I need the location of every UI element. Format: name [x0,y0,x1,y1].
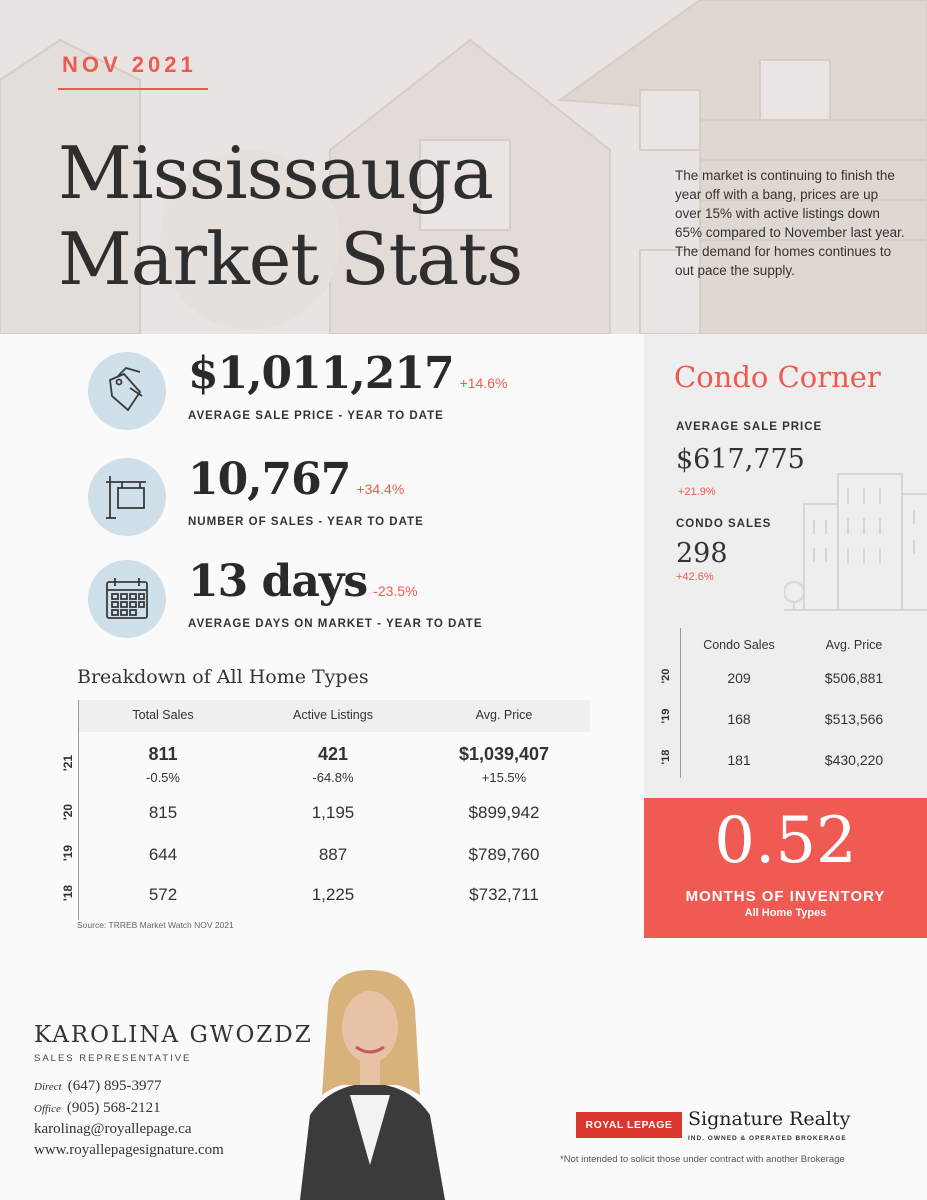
breakdown-table-header [78,700,590,732]
condo-column-header: Avg. Price [825,638,883,652]
column-header: Active Listings [293,708,373,722]
month-underline [58,88,208,90]
condo-avg-price-change: +21.9% [678,486,716,498]
total-sales-cell: 811 [148,744,178,764]
brokerage-tagline: IND. OWNED & OPERATED BROKERAGE [688,1135,847,1142]
inventory-label: MONTHS OF INVENTORY [685,888,886,905]
condo-buildings-icon [784,464,927,614]
condo-price-cell: $506,881 [824,670,884,686]
condo-row-year: '18 [660,749,672,765]
office-number: (905) 568-2121 [66,1100,161,1116]
row-year: '19 [61,844,75,862]
stat-label: AVERAGE SALE PRICE - YEAR TO DATE [188,410,444,422]
condo-column-header: Condo Sales [703,638,775,652]
agent-direct-phone [34,1078,161,1095]
direct-label: Direct [34,1081,62,1093]
row-year: '18 [61,884,75,902]
condo-title: Condo Corner [674,360,881,394]
avg-price-cell: $732,711 [469,885,539,904]
report-month: NOV 2021 [62,52,197,77]
condo-sales-cell: 181 [727,752,751,768]
column-header: Avg. Price [475,708,533,722]
condo-avg-price: $617,775 [676,444,805,475]
column-header: Total Sales [132,708,194,722]
condo-sales-cell: 209 [727,670,751,686]
condo-price-cell: $430,220 [824,752,884,768]
condo-avg-price-label: AVERAGE SALE PRICE [676,421,823,433]
stat-value [188,556,418,607]
stat-number: 13 days [188,556,368,607]
total-sales-cell: 572 [148,885,178,904]
brokerage-name: Signature Realty [688,1108,851,1130]
avg-price-cell: $899,942 [468,803,540,822]
agent-website[interactable]: www.royallepagesignature.com [34,1142,224,1158]
total-sales-change: -0.5% [146,770,180,785]
active-listings-cell: 1,225 [311,885,355,904]
disclaimer: *Not intended to solicit those under contract with another Brokerage [560,1154,845,1165]
row-year: '20 [61,803,75,821]
inventory-panel [644,798,927,938]
royal-lepage-logo [576,1112,682,1138]
logo-text: ROYAL LEPAGE [585,1119,673,1131]
agent-office-phone [34,1100,161,1117]
active-listings-cell: 421 [317,744,349,764]
agent-name: KAROLINA GWOZDZ [34,1022,313,1048]
stat-change: +34.4% [356,481,405,497]
source-note: Source: TRREB Market Watch NOV 2021 [77,920,234,930]
calendar-icon [88,560,166,638]
condo-corner-panel [644,334,927,798]
office-label: Office [34,1103,61,1115]
total-sales-cell: 644 [148,845,178,864]
condo-year-axis-line [680,628,681,778]
agent-photo [270,965,470,1200]
inventory-sublabel: All Home Types [744,907,827,919]
inventory-value: 0.52 [714,804,857,878]
stat-value [188,348,507,399]
page-title [58,130,522,302]
agent-email[interactable]: karolinag@royallepage.ca [34,1121,192,1137]
stat-number: $1,011,217 [188,348,454,399]
avg-price-cell: $1,039,407 [458,744,550,764]
active-listings-cell: 887 [318,845,348,864]
active-listings-change: -64.8% [312,770,354,785]
condo-sales-cell: 168 [727,711,751,727]
title-line-2: Market Stats [58,217,523,301]
agent-role: SALES REPRESENTATIVE [34,1053,192,1064]
breakdown-title: Breakdown of All Home Types [77,666,369,688]
condo-sales: 298 [676,538,728,569]
condo-price-cell: $513,566 [824,711,884,727]
sale-sign-icon [88,458,166,536]
active-listings-cell: 1,195 [311,803,355,822]
stat-change: -23.5% [373,583,418,599]
avg-price-cell: $789,760 [468,845,540,864]
total-sales-cell: 815 [148,803,178,822]
stat-change: +14.6% [459,375,508,391]
stat-value [188,454,404,505]
stat-label: NUMBER OF SALES - YEAR TO DATE [188,516,424,528]
hero-banner [0,0,927,334]
intro-text: The market is continuing to finish the year off with a bang, prices are up over 15% with active listings down 65% compared to November last year. The demand for homes continues to out pace the supply. [675,168,905,278]
price-tag-icon [88,352,166,430]
condo-sales-label: CONDO SALES [676,518,772,530]
title-line-1: Mississauga [58,131,493,215]
stat-label: AVERAGE DAYS ON MARKET - YEAR TO DATE [188,618,483,630]
condo-row-year: '19 [660,708,672,724]
row-year: '21 [61,754,75,772]
direct-number: (647) 895-3977 [67,1078,162,1094]
condo-sales-change: +42.6% [676,571,714,583]
avg-price-change: +15.5% [481,770,527,785]
stat-number: 10,767 [188,454,351,505]
condo-row-year: '20 [660,668,672,684]
